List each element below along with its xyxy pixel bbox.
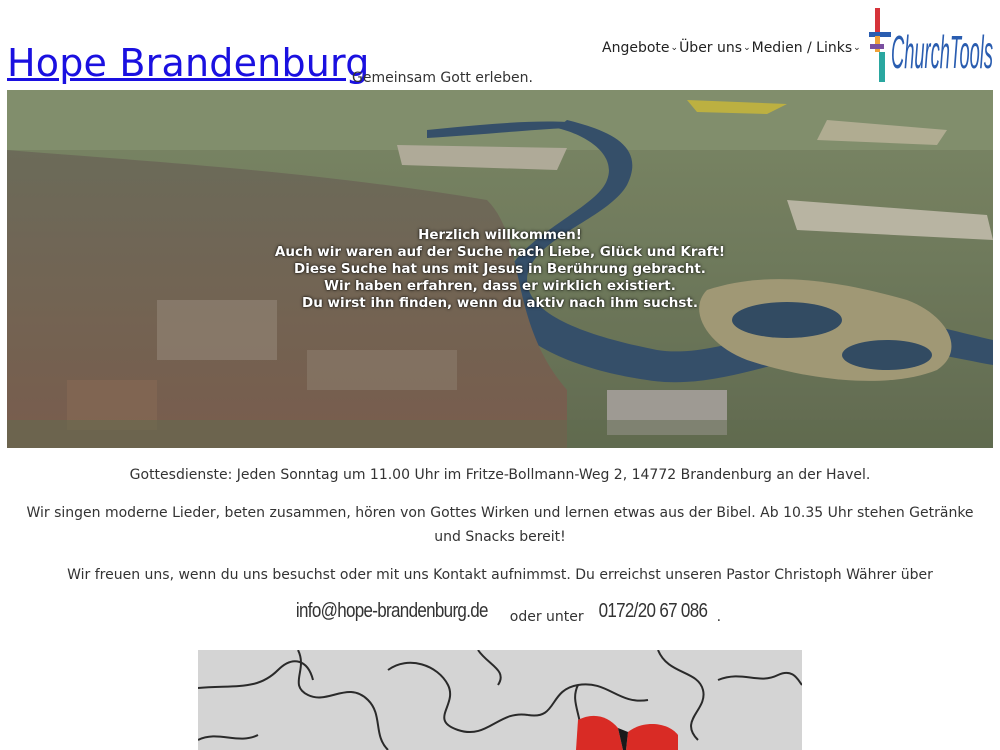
hero-line: Herzlich willkommen!	[418, 227, 582, 243]
email-link[interactable]: info@hope-brandenburg.de	[295, 600, 488, 622]
services-info: Gottesdienste: Jeden Sonntag um 11.00 Uhr im Fritze-Bollmann-Weg 2, 14772 Brandenburg an der Havel.	[129, 467, 871, 483]
hero-line: Diese Suche hat uns mit Jesus in Berührung gebracht.	[294, 261, 706, 277]
chevron-down-icon: ⌄	[853, 43, 861, 53]
hero-line: Auch wir waren auf der Suche nach Liebe, Glück und Kraft!	[274, 244, 726, 260]
chevron-down-icon: ⌄	[670, 43, 679, 53]
churchtools-logo-link[interactable]	[867, 6, 995, 84]
churchtools-logo	[867, 6, 995, 84]
nav-item-ueber-uns[interactable]	[679, 40, 752, 56]
puzzle-illustration	[198, 650, 802, 750]
or-label: oder unter	[509, 609, 584, 625]
nav-item-label: Angebote	[602, 40, 670, 56]
period: .	[716, 609, 722, 625]
contact-intro: Wir freuen uns, wenn du uns besuchst oder mit uns Kontakt aufnimmst. Du erreichst unseren Pastor Christoph Währer über	[67, 567, 933, 583]
hero-line: Wir haben erfahren, dass er wirklich existiert.	[324, 278, 676, 294]
phone-link[interactable]: 0172/20 67 086	[598, 600, 708, 622]
about-info: Wir singen moderne Lieder, beten zusammen, hören von Gottes Wirken und lernen etwas aus der Bibel. Ab 10.35 Uhr stehen Getränke und Snacks bereit!	[26, 505, 974, 545]
nav-item-label: Über uns	[679, 40, 743, 56]
site-title-link[interactable]: Hope Brandenburg	[7, 41, 370, 85]
logo-wordmark: ChurchTools	[891, 26, 993, 78]
main-nav	[602, 40, 862, 56]
puzzle-image	[198, 650, 802, 750]
nav-item-angebote[interactable]	[602, 40, 679, 56]
hero-banner	[7, 90, 993, 448]
hero-line: Du wirst ihn finden, wenn du aktiv nach ihm suchst.	[302, 295, 698, 311]
hero-welcome-text	[7, 227, 993, 312]
site-tagline: Gemeinsam Gott erleben.	[352, 70, 533, 86]
nav-item-medien-links[interactable]	[752, 40, 862, 56]
nav-item-label: Medien / Links	[751, 40, 853, 56]
chevron-down-icon: ⌄	[743, 43, 751, 53]
contact-line	[0, 600, 1000, 623]
